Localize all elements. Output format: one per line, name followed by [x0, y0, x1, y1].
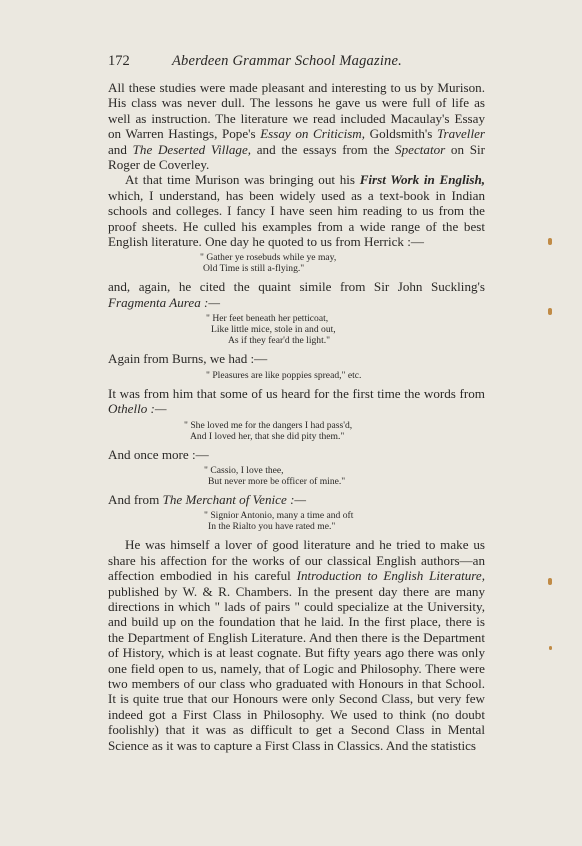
- margin-stain: [548, 578, 552, 585]
- quote-herrick: " Gather ye rosebuds while ye may, Old Time is still a-flying.": [200, 252, 337, 275]
- page-number: 172: [108, 53, 130, 69]
- paragraph-once-more: And once more :—: [108, 446, 209, 462]
- paragraph-affection: He was himself a lover of good literature and he tried to make us share his affection for the works of our classical English authors—an affection embodied in his careful Introduction to English Literature, published by W. & R. Chambers. In the present day there are many directions in which " lads of pairs " could specialize at the University, and build up on the foundation that he laid. In the first place, there is the Department of English Literature. And then there is the Department of History, which is at least cognate. But fifty years ago there was only one field open to us, namely, that of Logic and Philosophy. There were two members of our class who graduated with Honours in that School. It is quite true that our Honours were only Second Class, but very few indeed got a First Class in Philosophy. We used to think (no doubt foolishly) that it was as difficult to get a Second Class in Mental Science as it was to capture a First Class in Classics. And the statistics: [108, 537, 485, 753]
- margin-stain: [548, 308, 552, 315]
- margin-stain: [549, 646, 552, 650]
- paragraph-burns: Again from Burns, we had :—: [108, 351, 268, 367]
- paragraph-suckling: and, again, he cited the quaint simile from Sir John Suckling's Fragmenta Aurea :—: [108, 279, 485, 310]
- quote-othello: " She loved me for the dangers I had pass'd, And I loved her, that she did pity them.": [184, 419, 353, 442]
- journal-title: Aberdeen Grammar School Magazine.: [172, 53, 402, 69]
- quote-merchant: " Signior Antonio, many a time and oft In the Rialto you have rated me.": [204, 510, 354, 533]
- paragraph-merchant: And from The Merchant of Venice :—: [108, 491, 307, 507]
- margin-stain: [548, 238, 552, 245]
- paragraph-first-work: At that time Murison was bringing out his First Work in English, which, I understand, has been widely used as a text-book in Indian schools and colleges. I fancy I have seen him reading to us from the proof sheets. He culled his examples from a wide range of the best English literature. One day he quoted to us from Herrick :—: [108, 172, 486, 250]
- article-body: [108, 80, 485, 753]
- quote-suckling: " Her feet beneath her petticoat, Like little mice, stole in and out, As if they fear'd the light.": [206, 313, 336, 347]
- quote-burns: " Pleasures are like poppies spread," etc.: [206, 369, 362, 381]
- paragraph-othello: It was from him that some of us heard for the first time the words from Othello :—: [108, 385, 485, 417]
- paragraph-studies: All these studies were made pleasant and interesting to us by Murison. His class was never dull. The lessons he gave us were full of life as well as instruction. The literature we read included Macaulay's Essay on Warren Hastings, Pope's Essay on Criticism, Goldsmith's Traveller and The Deserted Village, and the essays from the Spectator on Sir Roger de Coverley.: [108, 80, 486, 173]
- quote-cassio: " Cassio, I love thee, But never more be officer of mine.": [204, 464, 346, 487]
